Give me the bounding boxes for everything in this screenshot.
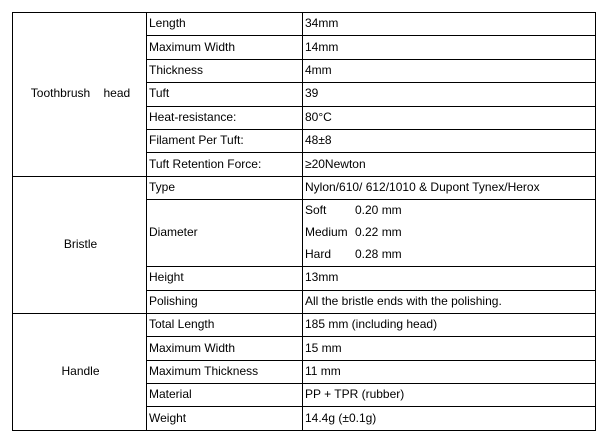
property-cell: Material	[147, 384, 303, 407]
value-cell: 80°C	[303, 106, 596, 129]
property-cell: Tuft Retention Force:	[147, 153, 303, 176]
table-row	[13, 13, 596, 36]
property-cell: Polishing	[147, 290, 303, 313]
value-cell: 11 mm	[303, 360, 596, 383]
value-cell: 14mm	[303, 36, 596, 59]
property-cell: Maximum Width	[147, 337, 303, 360]
value-cell: 185 mm (including head)	[303, 313, 596, 336]
diameter-size: 0.20 mm	[355, 203, 402, 218]
table-row	[13, 176, 596, 199]
diameter-line	[305, 222, 595, 244]
property-cell: Heat-resistance:	[147, 106, 303, 129]
diameter-line	[305, 200, 595, 222]
category-label: Toothbrush head	[30, 86, 131, 101]
property-cell: Tuft	[147, 83, 303, 106]
category-cell-toothbrush-head	[13, 13, 147, 177]
value-cell: 48±8	[303, 129, 596, 152]
diameter-cell	[303, 200, 596, 267]
value-cell: PP + TPR (rubber)	[303, 384, 596, 407]
value-cell: 39	[303, 83, 596, 106]
property-cell: Maximum Thickness	[147, 360, 303, 383]
diameter-size: 0.28 mm	[355, 247, 402, 262]
value-cell: 13mm	[303, 267, 596, 290]
property-cell: Length	[147, 13, 303, 36]
table-row	[13, 313, 596, 336]
value-cell: Nylon/610/ 612/1010 & Dupont Tynex/Herox	[303, 176, 596, 199]
category-cell-handle	[13, 313, 147, 430]
value-cell: ≥20Newton	[303, 153, 596, 176]
value-cell: 4mm	[303, 59, 596, 82]
property-cell: Diameter	[147, 200, 303, 267]
value-cell: All the bristle ends with the polishing.	[303, 290, 596, 313]
spec-table	[12, 12, 596, 431]
property-cell: Thickness	[147, 59, 303, 82]
diameter-name: Soft	[305, 203, 327, 218]
value-cell: 34mm	[303, 13, 596, 36]
diameter-size: 0.22 mm	[355, 225, 402, 240]
category-cell-bristle	[13, 176, 147, 313]
value-cell: 15 mm	[303, 337, 596, 360]
property-cell: Type	[147, 176, 303, 199]
diameter-line	[305, 244, 595, 266]
diameter-name: Medium	[305, 225, 348, 240]
category-label: Bristle	[63, 236, 98, 251]
property-cell: Filament Per Tuft:	[147, 129, 303, 152]
value-cell: 14.4g (±0.1g)	[303, 407, 596, 430]
property-cell: Maximum Width	[147, 36, 303, 59]
property-cell: Total Length	[147, 313, 303, 336]
property-cell: Height	[147, 267, 303, 290]
diameter-name: Hard	[305, 247, 332, 262]
category-label: Handle	[61, 363, 100, 378]
property-cell: Weight	[147, 407, 303, 430]
